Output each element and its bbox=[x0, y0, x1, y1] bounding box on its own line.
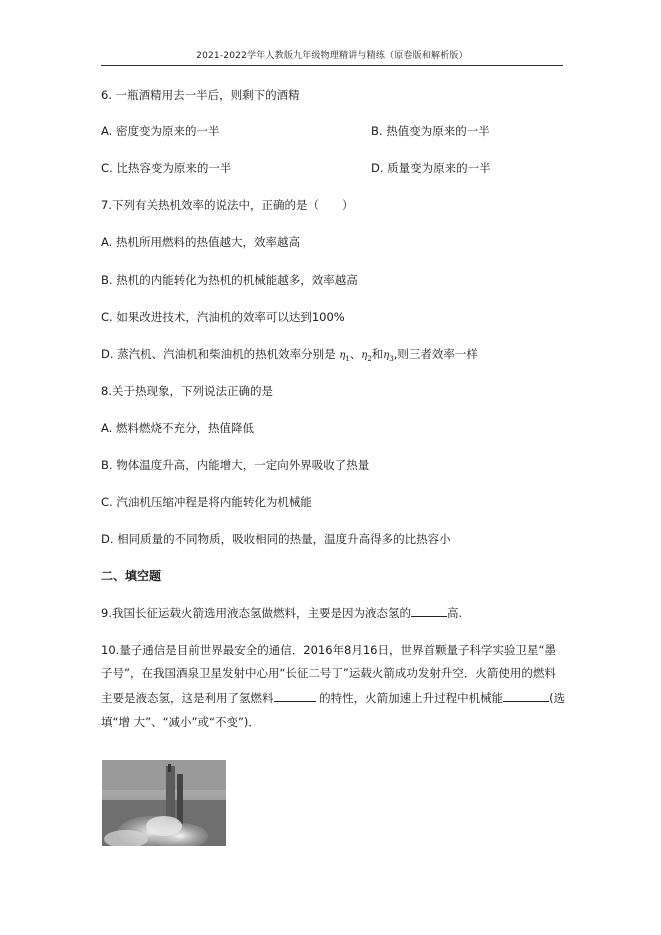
q10-line-4: 填“增 大”、“减小”或“不变”)． bbox=[101, 715, 260, 729]
q7-option-d-text: D. 蒸汽机、汽油机和柴油机的热机效率分别是 bbox=[101, 347, 336, 361]
q6-option-d: D. 质量变为原来的一半 bbox=[371, 161, 491, 175]
q9-text bbox=[101, 605, 462, 621]
q7-option-c: C. 如果改进技术，汽油机的效率可以达到100% bbox=[101, 310, 345, 324]
page-header: 2021-2022学年人教版九年级物理精讲与精练（原卷版和解析版） bbox=[101, 48, 563, 66]
eta-symbol-1: $\eta_1$ bbox=[339, 350, 350, 363]
q10-answer-blank-2 bbox=[503, 690, 549, 702]
q9-text-start: 9.我国长征运载火箭选用液态氢做燃料，主要是因为液态氢的 bbox=[101, 606, 411, 620]
section-title: 二、填空题 bbox=[101, 569, 162, 583]
q7-option-d-tail: ,则三者效率一样 bbox=[393, 347, 478, 361]
q6-stem: 6. 一瓶酒精用去一半后，则剩下的酒精 bbox=[101, 88, 300, 102]
q6-option-a: A. 密度变为原来的一半 bbox=[101, 124, 220, 138]
q10-line-3-middle: 的特性，火箭加速上升过程中机械能 bbox=[319, 691, 504, 705]
q10-line-3-end: (选 bbox=[549, 691, 566, 705]
q6-option-b: B. 热值变为原来的一半 bbox=[371, 124, 490, 138]
q9-text-end: 高. bbox=[446, 606, 463, 620]
q10-answer-blank-1 bbox=[274, 690, 316, 702]
q6-option-c: C. 比热容变为原来的一半 bbox=[101, 161, 232, 175]
q8-option-c: C. 汽油机压缩冲程是将内能转化为机械能 bbox=[101, 495, 312, 509]
q7-option-a: A. 热机所用燃料的热值越大，效率越高 bbox=[101, 235, 300, 249]
q7-option-b: B. 热机的内能转化为热机的机械能越多，效率越高 bbox=[101, 273, 358, 287]
conjunction: 和 bbox=[371, 347, 384, 361]
q8-option-b: B. 物体温度升高，内能增大，一定向外界吸收了热量 bbox=[101, 458, 370, 472]
q10-line-2: 子号”，在我国酒泉卫星发射中心用“长征二号丁”运载火箭成功发射升空．火箭使用的燃料 bbox=[101, 666, 556, 680]
eta-symbol-2: $\eta_2$ bbox=[361, 350, 372, 363]
q8-option-a: A. 燃料燃烧不充分，热值降低 bbox=[101, 421, 254, 435]
rocket-launch-photo bbox=[102, 760, 226, 846]
q8-stem: 8.关于热现象，下列说法正确的是 bbox=[101, 384, 273, 398]
q9-answer-blank bbox=[411, 605, 447, 617]
q8-option-d: D. 相同质量的不同物质，吸收相同的热量，温度升高得多的比热容小 bbox=[101, 532, 451, 546]
eta-symbol-3: $\eta_3$ bbox=[383, 350, 394, 363]
q7-option-d bbox=[101, 346, 478, 367]
separator: 、 bbox=[349, 347, 362, 361]
q10-line-3 bbox=[101, 690, 565, 706]
q7-stem: 7.下列有关热机效率的说法中，正确的是（ ） bbox=[101, 198, 354, 212]
q10-line-3-start: 主要是液态氢，这是利用了氢燃料 bbox=[101, 691, 274, 705]
q10-line-1: 10.量子通信是目前世界最安全的通信．2016年8月16日，世界首颗量子科学实验卫星“墨 bbox=[101, 643, 556, 657]
